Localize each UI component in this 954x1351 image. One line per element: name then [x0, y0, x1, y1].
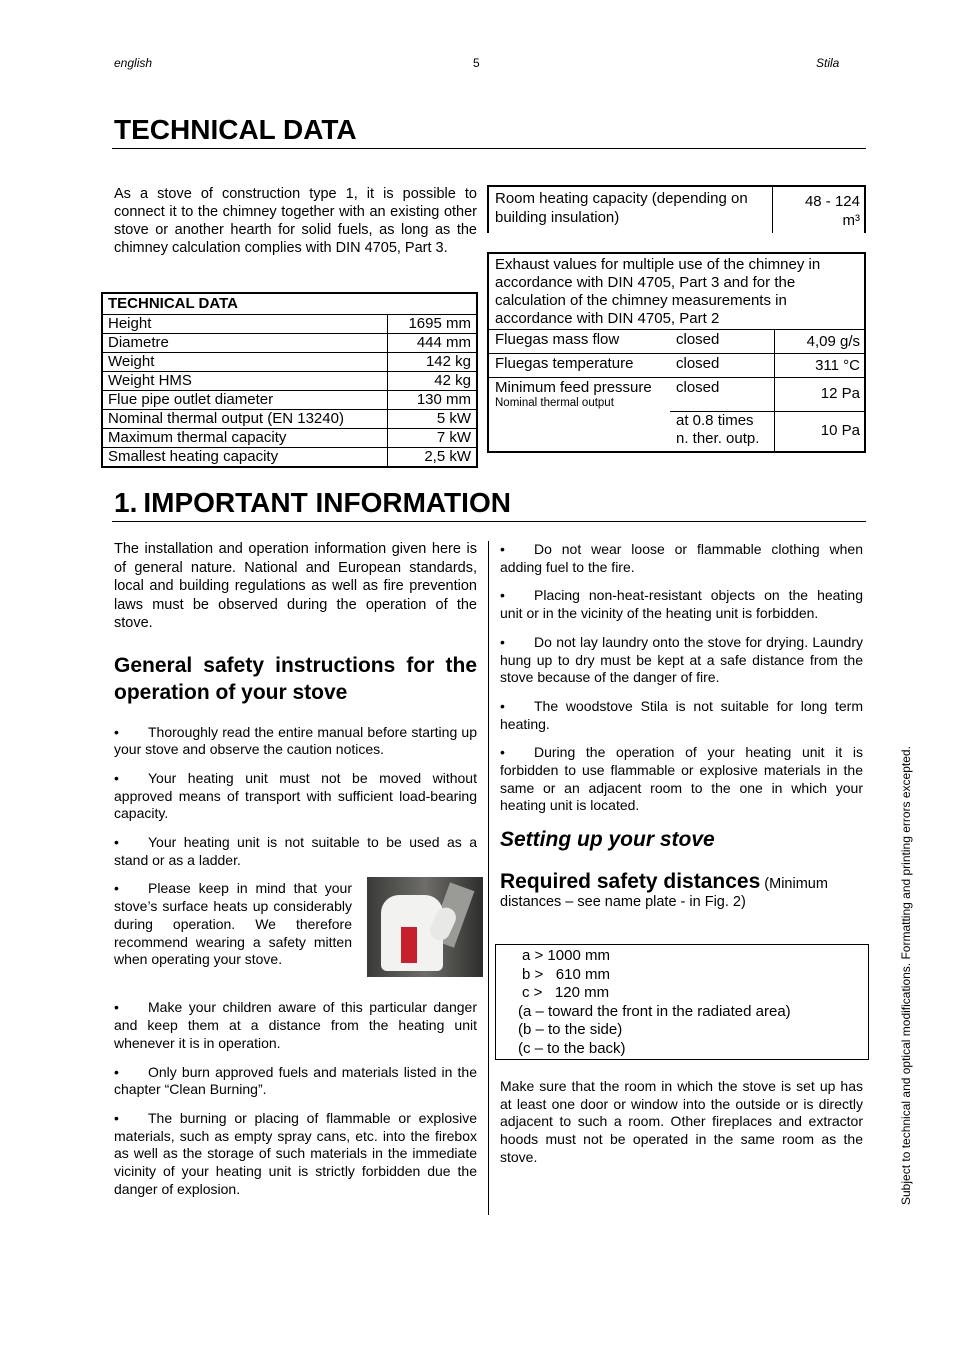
table-row	[102, 410, 477, 429]
bullet-item: • Your heating unit must not be moved without approved means of transport with sufficient load-bearing capacity.	[114, 769, 477, 822]
technical-data-heading: TECHNICAL DATA	[114, 114, 357, 145]
table-row	[102, 315, 477, 334]
row-label: Flue pipe outlet diameter	[102, 391, 388, 410]
safety-distances-heading: Required safety distances (Minimum distances – see name plate - in Fig. 2)	[500, 870, 828, 911]
heading-rule	[112, 148, 866, 149]
left-bullets-2	[114, 999, 477, 1198]
bullet-item: • Your heating unit is not suitable to be used as a stand or as a ladder.	[114, 834, 477, 868]
row-value: 142 kg	[388, 353, 478, 372]
left-column	[114, 540, 477, 1209]
general-safety-heading: General safety instructions for the operation of your stove	[114, 653, 477, 704]
room-heating-label: Room heating capacity (depending on building insulation)	[495, 190, 748, 226]
row-label: Nominal thermal output (EN 13240)	[102, 410, 388, 429]
room-heating-box	[487, 185, 866, 233]
table-title: TECHNICAL DATA	[102, 293, 477, 315]
table-row	[102, 334, 477, 353]
row-label: Diametre	[102, 334, 388, 353]
column-divider	[488, 541, 489, 1215]
row-value: 5 kW	[388, 410, 478, 429]
fluegas-temp-label: Fluegas temperature	[495, 355, 634, 372]
setting-up-heading: Setting up your stove	[500, 828, 715, 852]
page-number: 5	[473, 56, 480, 70]
feed-pressure-cond: closed	[676, 379, 720, 396]
fluegas-temp-cond: closed	[676, 355, 720, 372]
feed-pressure-value2: 10 Pa	[820, 422, 860, 439]
bullet-item: • Do not wear loose or flammable clothing when adding fuel to the fire.	[500, 541, 863, 575]
bullet-item: • Do not lay laundry onto the stove for drying. Laundry hung up to dry must be kept at a safe distance from the stove because of the danger of fire.	[500, 633, 863, 686]
header-language: english	[114, 56, 153, 70]
feed-pressure-value: 12 Pa	[820, 385, 860, 402]
table-row	[102, 353, 477, 372]
table-row	[102, 448, 477, 468]
distance-item: a > 1000 mm	[522, 947, 610, 964]
exhaust-title: Exhaust values for multiple use of the chimney in accordance with DIN 4705, Part 3 and for the calculation of the chimney measurements in accordance with DIN 4705, Part 2	[495, 256, 821, 327]
technical-intro: As a stove of construction type 1, it is possible to connect it to the chimney together with an existing other stove or another hearth for solid fuels, as long as the chimney calculation complies with DIN 4705, Part 3.	[114, 186, 477, 256]
row-label: Height	[102, 315, 388, 334]
important-info-heading: 1. IMPORTANT INFORMATION	[114, 487, 511, 518]
distance-item: (b – to the side)	[518, 1021, 623, 1038]
feed-pressure-sublabel: Nominal thermal output	[495, 397, 614, 409]
distance-item: c > 120 mm	[522, 984, 610, 1001]
row-value: 7 kW	[388, 429, 478, 448]
row-label: Smallest heating capacity	[102, 448, 388, 468]
row-label: Weight	[102, 353, 388, 372]
bullet-item: • The burning or placing of flammable or explosive materials, such as empty spray cans, etc. into the firebox as well as the storage of such materials in the immediate vicinity of your heating unit is strictly forbidden due the danger of explosion.	[114, 1109, 477, 1197]
fluegas-temp-value: 311 °C	[815, 357, 860, 374]
room-heating-value: 48 - 124 m³	[804, 193, 860, 229]
fluegas-mass-cond: closed	[676, 331, 720, 348]
table-row	[102, 429, 477, 448]
row-label: Weight HMS	[102, 372, 388, 391]
important-intro: The installation and operation information given here is of general nature. National and European standards, local and building regulations as well as fire prevention laws must be observed during the operation of the stove.	[114, 541, 477, 631]
row-value: 2,5 kW	[388, 448, 478, 468]
bullet-item: • Make your children aware of this particular danger and keep them at a distance from the heating unit whenever it is in operation.	[114, 999, 477, 1051]
technical-data-table	[101, 292, 478, 468]
exhaust-values-box	[487, 252, 866, 453]
bullet-item: • Placing non-heat-resistant objects on the heating unit or in the vicinity of the heating unit is forbidden.	[500, 587, 863, 622]
row-value: 444 mm	[388, 334, 478, 353]
distances-box	[495, 944, 869, 1060]
table-row	[102, 391, 477, 410]
fluegas-mass-label: Fluegas mass flow	[495, 331, 620, 348]
row-label: Maximum thermal capacity	[102, 429, 388, 448]
feed-pressure-cond2: at 0.8 times n. ther. outp.	[676, 412, 760, 447]
right-bullets	[500, 541, 863, 815]
table-row	[102, 372, 477, 391]
fluegas-mass-value: 4,09 g/s	[806, 333, 860, 350]
left-bullets	[114, 724, 477, 870]
distance-item: (c – to the back)	[518, 1039, 626, 1057]
feed-pressure-label: Minimum feed pressure	[495, 379, 652, 396]
row-value: 1695 mm	[388, 315, 478, 334]
bullet-item: • During the operation of your heating unit it is forbidden to use flammable or explosive materials in the same or an adjacent room to the one in which your heating unit is located.	[500, 744, 863, 814]
bullet-item: • Thoroughly read the entire manual before starting up your stove and observe the caution notices.	[114, 723, 477, 758]
distance-item: b > 610 mm	[522, 965, 610, 983]
row-value: 42 kg	[388, 372, 478, 391]
mitten-bullet: • Please keep in mind that your stove’s surface heats up considerably during operation. We therefore recommend wearing a safety mitten when operating your stove.	[114, 880, 477, 988]
bullet-item: • The woodstove Stila is not suitable for long term heating.	[500, 697, 863, 732]
bullet-item: • Only burn approved fuels and materials listed in the chapter “Clean Burning”.	[114, 1063, 477, 1098]
safety-mitten-photo	[367, 877, 483, 977]
row-value: 130 mm	[388, 391, 478, 410]
header-brand: Stila	[816, 56, 840, 70]
room-note: Make sure that the room in which the stove is set up has at least one door or window into the outside or is directly adjacent to such a room. Other fireplaces and extractor hoods must not be operated in the same room as the stove.	[500, 1078, 863, 1165]
distance-item: (a – toward the front in the radiated area)	[518, 1002, 791, 1020]
sidebar-disclaimer: Subject to technical and optical modifications. Formatting and printing errors excepted.	[899, 746, 913, 1205]
heading-rule-2	[112, 521, 866, 522]
room-divider	[772, 187, 773, 233]
right-column	[500, 541, 863, 911]
